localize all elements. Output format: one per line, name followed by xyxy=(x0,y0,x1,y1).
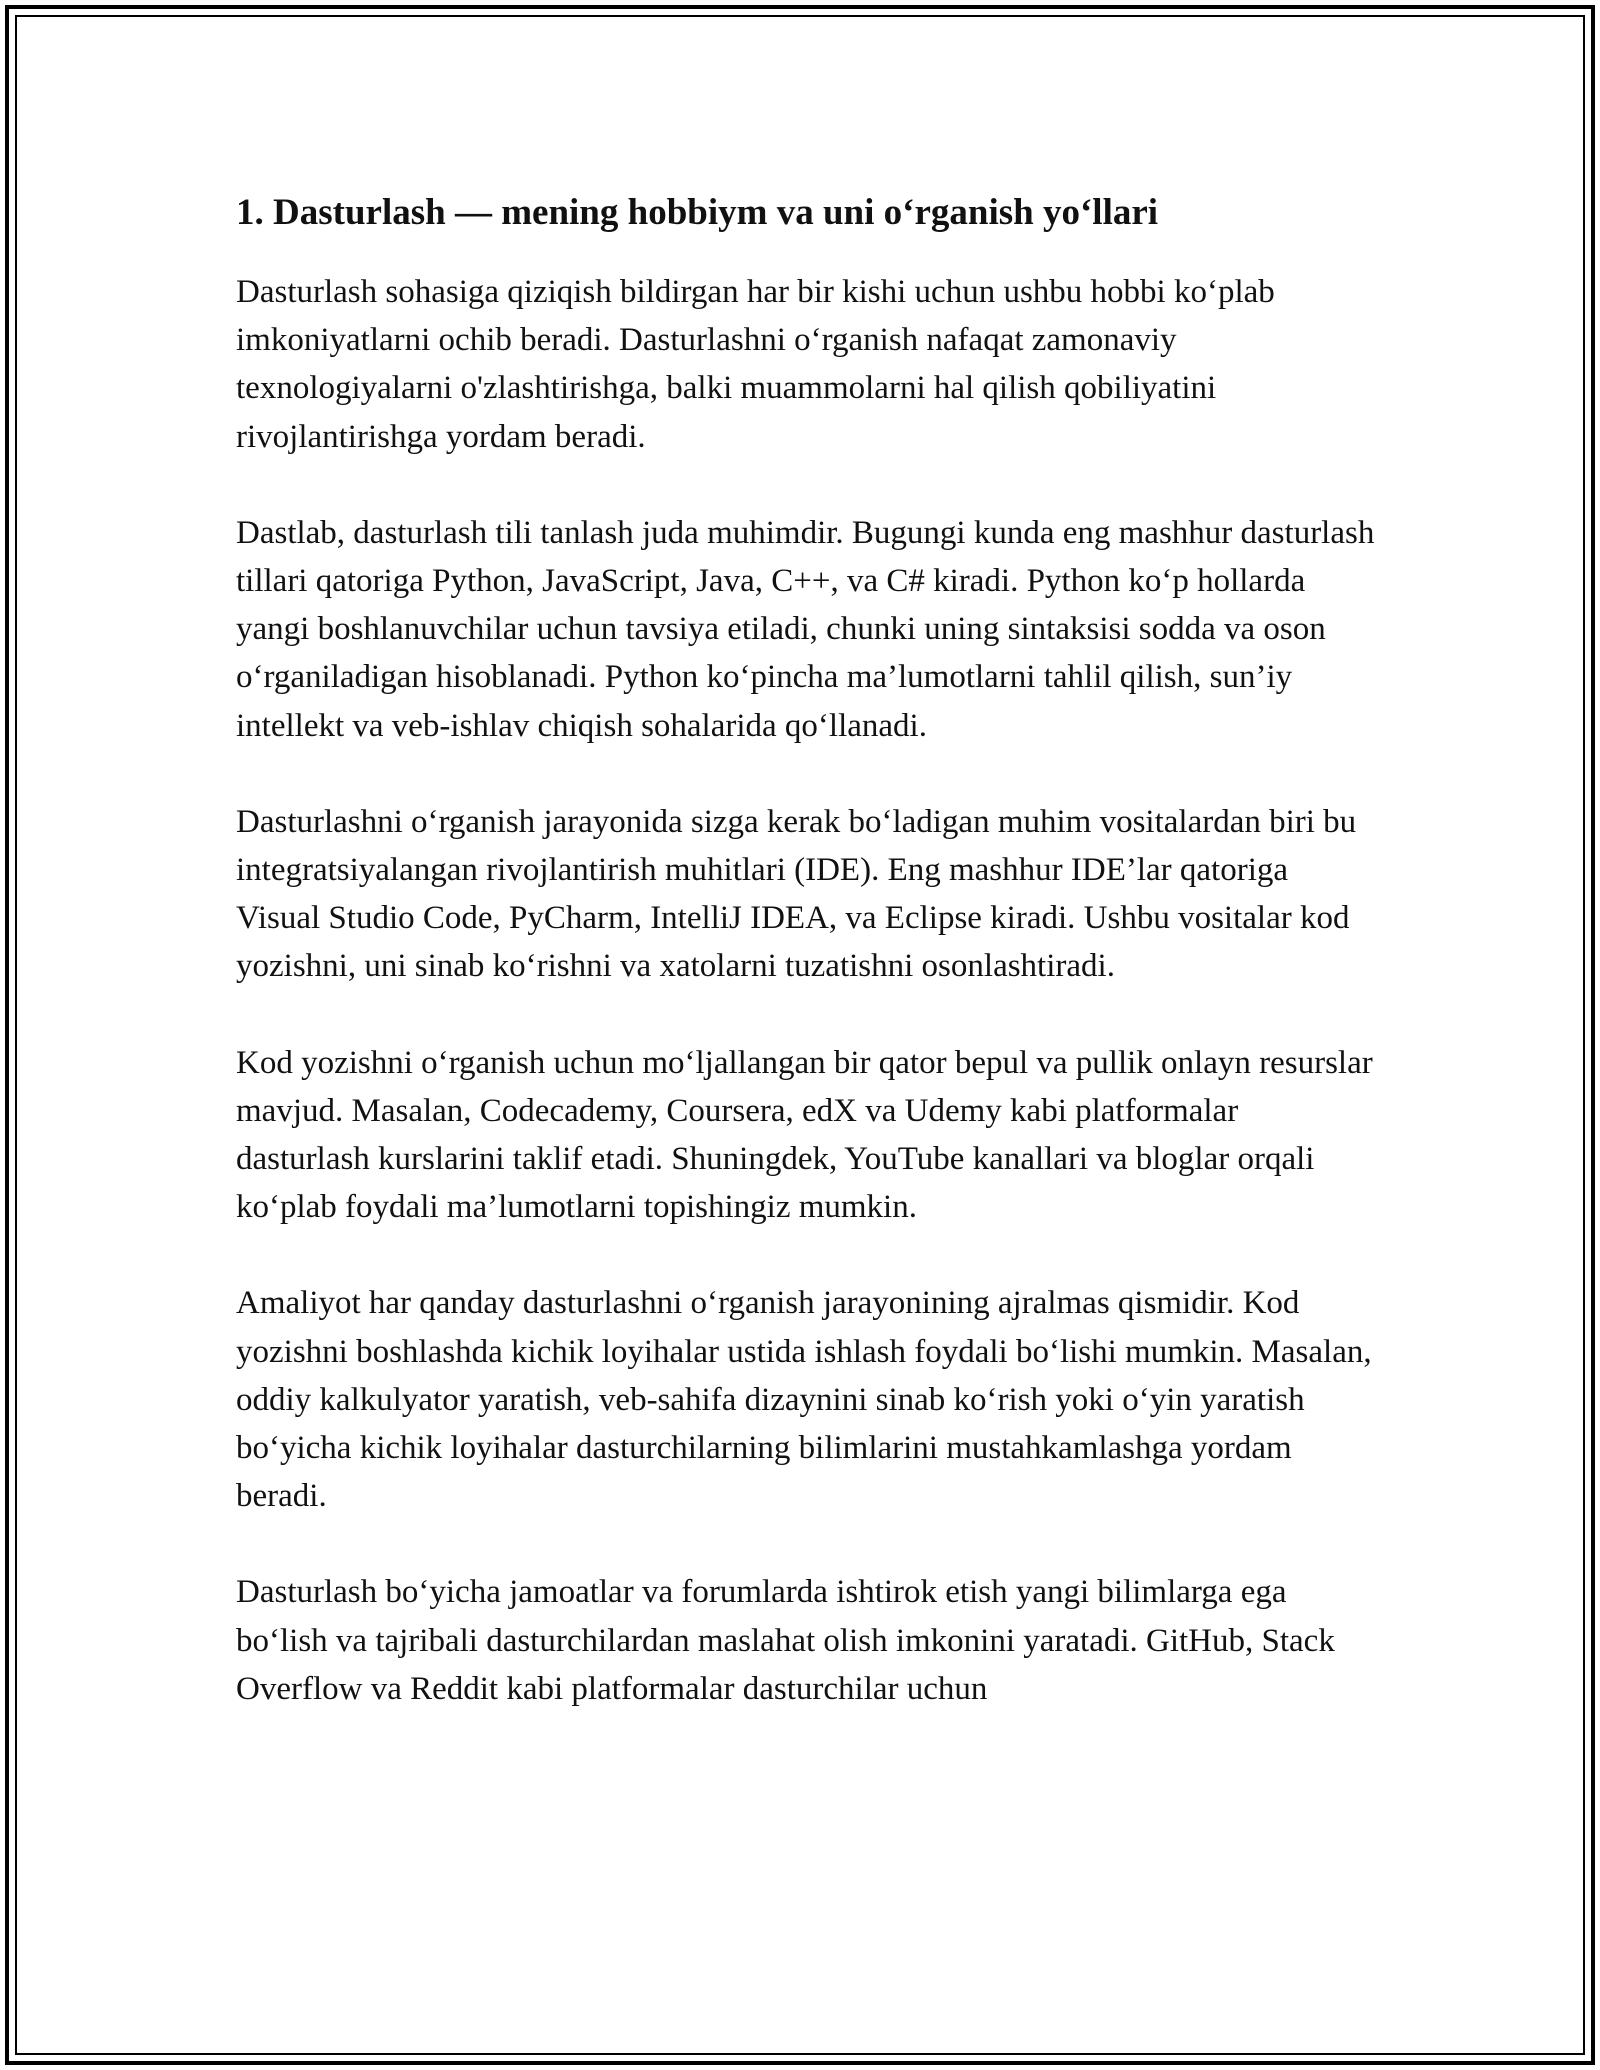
section-heading: 1. Dasturlash — mening hobbiym va uni o‘rganish yo‘llari xyxy=(236,192,1159,233)
paragraph-ide: Dasturlashni o‘rganish jarayonida sizga kerak bo‘ladigan muhim vositalardan biri bu integratsiyalangan rivojlantirish muhitlari (IDE). Eng mashhur IDE’lar qatoriga Visual Studio Code, PyCharm, IntelliJ IDEA, va Eclipse kiradi. Ushbu vositalar kod yozishni, uni sinab ko‘rishni va xatolarni tuzatishni osonlashtiradi. xyxy=(236,803,1357,985)
paragraph-languages: Dastlab, dasturlash tili tanlash juda muhimdir. Bugungi kunda eng mashhur dasturlash tillari qatoriga Python, JavaScript, Java, C++, va C# kiradi. Python ko‘p hollarda yangi boshlanuvchilar uchun tavsiya etiladi, chunki uning sintaksisi sodda va oson o‘rganiladigan hisoblanadi. Python ko‘pincha ma’lumotlarni tahlil qilish, sun’iy intellekt va veb-ishlav chiqish sohalarida qo‘llanadi. xyxy=(236,514,1375,744)
paragraph-communities: Dasturlash bo‘yicha jamoatlar va forumlarda ishtirok etish yangi bilimlarga ega bo‘lish va tajribali dasturchilardan maslahat olish imkonini yaratadi. GitHub, Stack Overflow va Reddit kabi platformalar dasturchilar uchun xyxy=(236,1574,1335,1707)
paragraph-practice: Amaliyot har qanday dasturlashni o‘rganish jarayonining ajralmas qismidir. Kod yozishni boshlashda kichik loyihalar ustida ishlash foydali bo‘lishi mumkin. Masalan, oddiy kalkulyator yaratish, veb-sahifa dizaynini sinab ko‘rish yoki o‘yin yaratish bo‘yicha kichik loyihalar dasturchilarning bilimlarini mustahkamlashga yordam beradi. xyxy=(236,1285,1372,1515)
paragraph-intro: Dasturlash sohasiga qiziqish bildirgan har bir kishi uchun ushbu hobbi ko‘plab imkoniyatlarni ochib beradi. Dasturlashni o‘rganish nafaqat zamonaviy texnologiyalarni o'zlashtirishga, balki muammolarni hal qilish qobiliyatini rivojlantirishga yordam beradi. xyxy=(236,274,1275,455)
document-body xyxy=(236,186,1376,1713)
paragraph-resources: Kod yozishni o‘rganish uchun mo‘ljallangan bir qator bepul va pullik onlayn resurslar mavjud. Masalan, Codecademy, Coursera, edX va Udemy kabi platformalar dasturlash kurslarini taklif etadi. Shuningdek, YouTube kanallari va bloglar orqali ko‘plab foydali ma’lumotlarni topishingiz mumkin. xyxy=(236,1044,1373,1226)
